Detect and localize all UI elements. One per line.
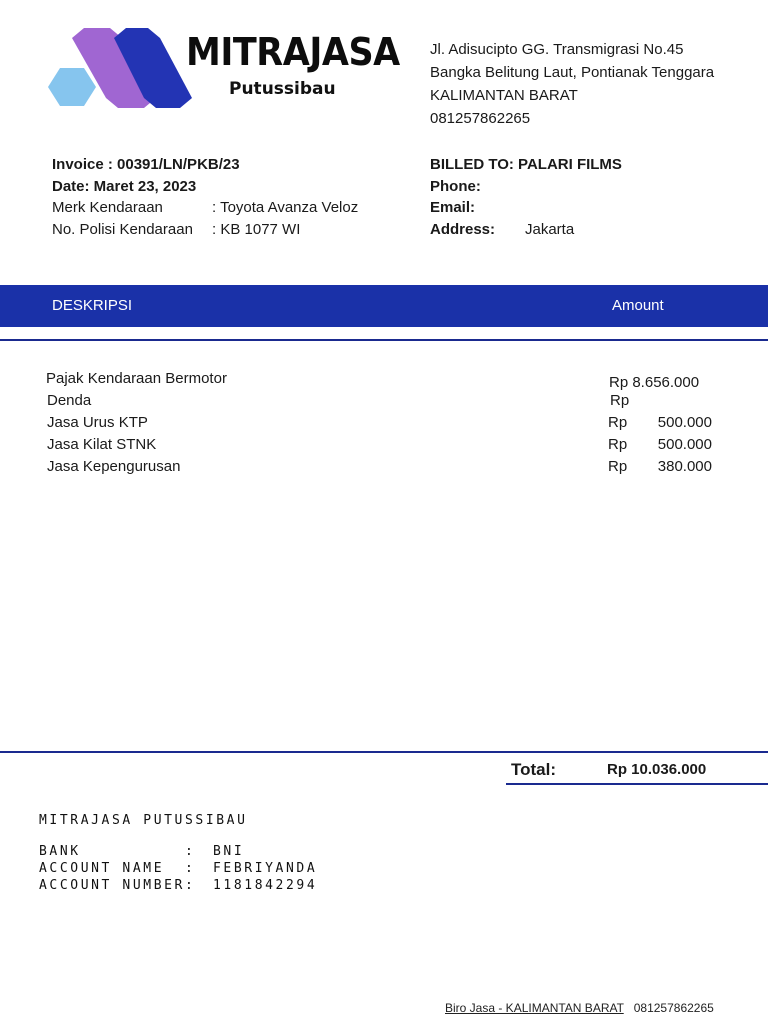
account-name-value: FEBRIYANDA bbox=[213, 861, 318, 876]
address-line-1: Jl. Adisucipto GG. Transmigrasi No.45 bbox=[430, 41, 684, 58]
billed-email-label: Email: bbox=[430, 199, 476, 216]
item-amount: 500.000 bbox=[657, 414, 712, 431]
totals-divider bbox=[0, 751, 768, 753]
table-row bbox=[46, 414, 746, 436]
company-logo bbox=[44, 26, 194, 110]
brand-name: MITRAJASA bbox=[186, 30, 400, 74]
billed-to-title: BILLED TO: PALARI FILMS bbox=[430, 156, 622, 173]
item-amount: Rp 8.656.000 bbox=[609, 374, 700, 391]
logo-hexagon-light bbox=[48, 68, 96, 106]
item-amount: 500.000 bbox=[657, 436, 712, 453]
vehicle-brand-label: Merk Kendaraan bbox=[52, 199, 163, 216]
address-line-2: Bangka Belitung Laut, Pontianak Tenggara bbox=[430, 64, 715, 81]
account-name-label: ACCOUNT NAME : bbox=[39, 861, 196, 876]
item-amount: 380.000 bbox=[657, 458, 712, 475]
footer bbox=[445, 1001, 714, 1015]
billed-to bbox=[430, 154, 622, 240]
item-description: Denda bbox=[47, 392, 92, 409]
invoice-number: Invoice : 00391/LN/PKB/23 bbox=[52, 156, 240, 173]
account-name-row bbox=[39, 860, 317, 877]
footer-phone: 081257862265 bbox=[633, 1001, 714, 1015]
bank-row bbox=[39, 843, 317, 860]
invoice-date: Date: Maret 23, 2023 bbox=[52, 177, 197, 195]
vehicle-brand-value: : Toyota Avanza Veloz bbox=[212, 199, 359, 216]
billed-address-value: Jakarta bbox=[525, 220, 575, 238]
account-number-value: 1181842294 bbox=[213, 878, 318, 893]
item-description: Jasa Urus KTP bbox=[47, 414, 148, 431]
address-line-3: KALIMANTAN BARAT bbox=[430, 87, 578, 104]
total-label: Total: bbox=[511, 760, 557, 779]
billed-email-row bbox=[430, 197, 622, 219]
account-number-row bbox=[39, 877, 317, 894]
table-row bbox=[46, 392, 746, 414]
bank-details bbox=[39, 843, 317, 894]
table-header bbox=[0, 285, 768, 327]
item-currency: Rp bbox=[608, 458, 628, 475]
bank-value: BNI bbox=[213, 844, 245, 859]
column-description: DESKRIPSI bbox=[52, 297, 133, 314]
item-description: Jasa Kepengurusan bbox=[47, 458, 181, 475]
invoice-info bbox=[52, 154, 358, 240]
table-row bbox=[46, 458, 746, 480]
account-number-label: ACCOUNT NUMBER: bbox=[39, 878, 196, 893]
item-currency: Rp bbox=[608, 414, 628, 431]
plate-label: No. Polisi Kendaraan bbox=[52, 220, 193, 238]
total-value: Rp 10.036.000 bbox=[607, 761, 707, 778]
header-divider bbox=[0, 339, 768, 341]
billed-phone-row bbox=[430, 176, 622, 198]
column-amount: Amount bbox=[612, 297, 664, 314]
company-address bbox=[430, 38, 714, 130]
table-row bbox=[46, 436, 746, 458]
plate-value: : KB 1077 WI bbox=[212, 220, 301, 238]
item-currency: Rp bbox=[610, 392, 630, 409]
plate-row bbox=[52, 219, 358, 241]
table-row bbox=[46, 370, 746, 392]
vehicle-brand-row bbox=[52, 197, 358, 219]
item-description: Jasa Kilat STNK bbox=[47, 436, 157, 453]
bank-label: BANK : bbox=[39, 844, 196, 859]
brand-subtitle: Putussibau bbox=[229, 79, 336, 99]
company-phone: 081257862265 bbox=[430, 110, 531, 127]
item-description: Pajak Kendaraan Bermotor bbox=[46, 370, 227, 387]
item-currency: Rp bbox=[608, 436, 628, 453]
billed-address-row bbox=[430, 219, 622, 241]
footer-link[interactable]: Biro Jasa - KALIMANTAN BARAT bbox=[445, 1001, 624, 1015]
bank-company-name: MITRAJASA PUTUSSIBAU bbox=[39, 813, 248, 828]
total-underline bbox=[506, 783, 768, 785]
billed-address-label: Address: bbox=[430, 220, 496, 238]
billed-phone-label: Phone: bbox=[430, 177, 481, 195]
